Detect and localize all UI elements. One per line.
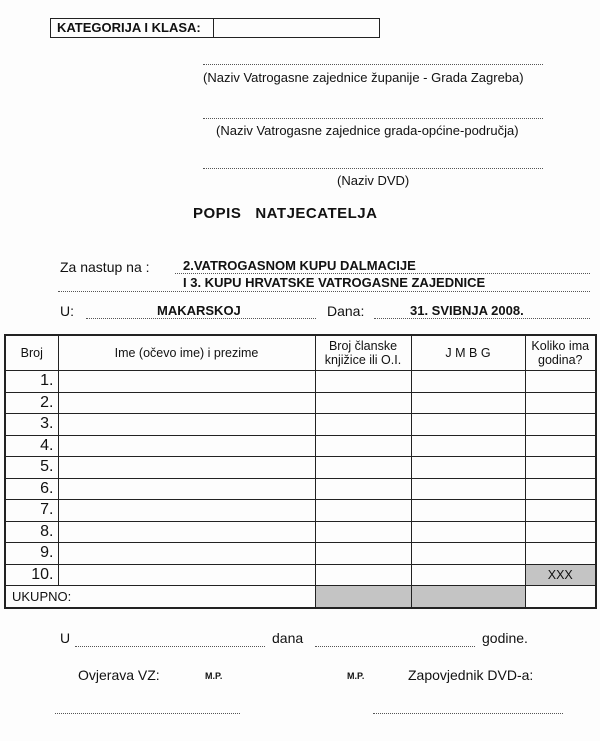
card-cell[interactable]	[315, 414, 411, 436]
col-name: Ime (očevo ime) i prezime	[58, 335, 315, 371]
place-rule	[86, 318, 316, 319]
date-label: Dana:	[327, 303, 365, 319]
table-row	[5, 392, 596, 414]
row-number: 6.	[5, 478, 58, 500]
card-cell[interactable]	[315, 478, 411, 500]
city-caption: (Naziv Vatrogasne zajednice grada-općine-područja)	[216, 123, 519, 138]
name-cell[interactable]	[58, 500, 315, 522]
age-cell[interactable]	[525, 435, 596, 457]
row-number: 5.	[5, 457, 58, 479]
age-cell-xxx: XXX	[525, 564, 596, 586]
event-line-2: I 3. KUPU HRVATSKE VATROGASNE ZAJEDNICE	[183, 275, 486, 290]
name-cell[interactable]	[58, 478, 315, 500]
card-cell[interactable]	[315, 564, 411, 586]
row-number: 7.	[5, 500, 58, 522]
card-cell[interactable]	[315, 392, 411, 414]
table-row	[5, 521, 596, 543]
jmbg-cell[interactable]	[411, 478, 525, 500]
footer-date-line[interactable]	[315, 646, 475, 647]
county-line	[203, 64, 543, 65]
table-row	[5, 564, 596, 586]
total-jmbg-cell	[411, 586, 525, 608]
page-title: POPIS NATJECATELJA	[193, 205, 378, 222]
total-row	[5, 586, 596, 608]
city-line	[203, 118, 543, 119]
age-cell[interactable]	[525, 478, 596, 500]
footer-godine-label: godine.	[482, 630, 528, 646]
commander-label: Zapovjednik DVD-a:	[408, 667, 534, 683]
name-cell[interactable]	[58, 457, 315, 479]
footer-dana-label: dana	[272, 630, 304, 646]
place-label: U:	[60, 303, 74, 319]
commander-signature-line[interactable]	[373, 713, 563, 714]
jmbg-cell[interactable]	[411, 457, 525, 479]
table-row	[5, 371, 596, 393]
row-number: 1.	[5, 371, 58, 393]
place-value: MAKARSKOJ	[157, 303, 241, 318]
table-row	[5, 414, 596, 436]
jmbg-cell[interactable]	[411, 414, 525, 436]
verifies-label: Ovjerava VZ:	[78, 667, 160, 683]
total-card-cell	[315, 586, 411, 608]
age-cell[interactable]	[525, 371, 596, 393]
name-cell[interactable]	[58, 543, 315, 565]
name-cell[interactable]	[58, 392, 315, 414]
name-cell[interactable]	[58, 564, 315, 586]
row-number: 9.	[5, 543, 58, 565]
name-cell[interactable]	[58, 414, 315, 436]
jmbg-cell[interactable]	[411, 435, 525, 457]
event-line-1: 2.VATROGASNOM KUPU DALMACIJE	[183, 258, 416, 273]
competitors-table	[4, 334, 597, 609]
date-value: 31. SVIBNJA 2008.	[410, 303, 524, 318]
total-label: UKUPNO:	[5, 586, 315, 608]
footer-place-line[interactable]	[75, 646, 265, 647]
card-cell[interactable]	[315, 500, 411, 522]
event-label: Za nastup na :	[60, 259, 150, 275]
table-row	[5, 457, 596, 479]
stamp-place-2: M.P.	[347, 671, 365, 681]
row-number: 4.	[5, 435, 58, 457]
age-cell[interactable]	[525, 414, 596, 436]
category-field	[50, 18, 380, 38]
stamp-place-1: M.P.	[205, 671, 223, 681]
row-number: 8.	[5, 521, 58, 543]
table-row	[5, 478, 596, 500]
card-cell[interactable]	[315, 457, 411, 479]
card-cell[interactable]	[315, 371, 411, 393]
card-cell[interactable]	[315, 543, 411, 565]
table-row	[5, 500, 596, 522]
footer-u-label: U	[60, 630, 71, 646]
age-cell[interactable]	[525, 521, 596, 543]
name-cell[interactable]	[58, 521, 315, 543]
name-cell[interactable]	[58, 435, 315, 457]
jmbg-cell[interactable]	[411, 521, 525, 543]
age-cell[interactable]	[525, 457, 596, 479]
row-number: 3.	[5, 414, 58, 436]
jmbg-cell[interactable]	[411, 500, 525, 522]
row-number: 10.	[5, 564, 58, 586]
col-number: Broj	[5, 335, 58, 371]
card-cell[interactable]	[315, 435, 411, 457]
jmbg-cell[interactable]	[411, 371, 525, 393]
jmbg-cell[interactable]	[411, 392, 525, 414]
col-card: Broj članske knjižice ili O.I.	[315, 335, 411, 371]
event-line-2-rule	[58, 291, 590, 292]
date-rule	[374, 318, 590, 319]
table-row	[5, 435, 596, 457]
col-age: Koliko ima godina?	[525, 335, 596, 371]
age-cell[interactable]	[525, 543, 596, 565]
table-header-row	[5, 335, 596, 371]
age-cell[interactable]	[525, 392, 596, 414]
dvd-caption: (Naziv DVD)	[337, 173, 410, 188]
event-line-1-rule	[175, 273, 590, 274]
category-label: KATEGORIJA I KLASA:	[51, 19, 214, 37]
verifies-signature-line[interactable]	[55, 713, 240, 714]
jmbg-cell[interactable]	[411, 564, 525, 586]
jmbg-cell[interactable]	[411, 543, 525, 565]
row-number: 2.	[5, 392, 58, 414]
name-cell[interactable]	[58, 371, 315, 393]
county-caption: (Naziv Vatrogasne zajednice županije - Grada Zagreba)	[203, 70, 524, 85]
card-cell[interactable]	[315, 521, 411, 543]
age-cell[interactable]	[525, 500, 596, 522]
dvd-line	[203, 168, 543, 169]
table-row	[5, 543, 596, 565]
col-jmbg: J M B G	[411, 335, 525, 371]
total-age-cell[interactable]	[525, 586, 596, 608]
